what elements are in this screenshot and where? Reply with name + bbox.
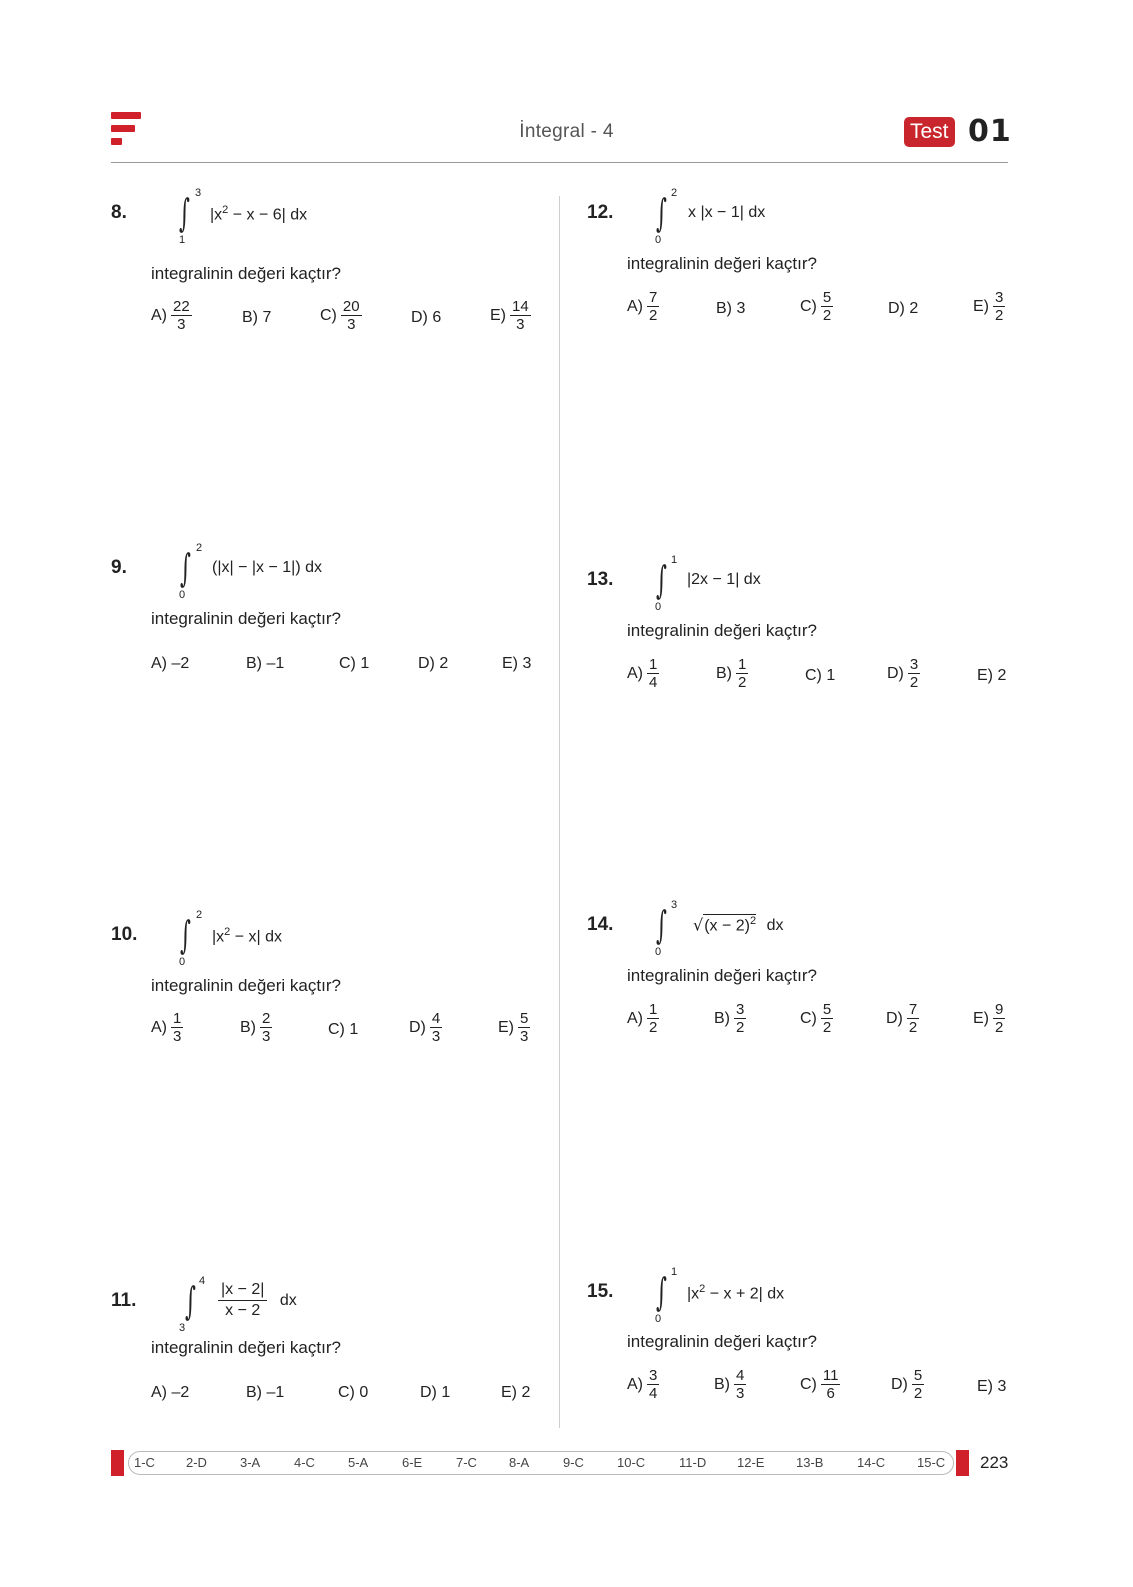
option-a[interactable]: A) –2 bbox=[151, 655, 190, 672]
option-b[interactable]: B) –1 bbox=[246, 1384, 285, 1401]
lower-limit: 0 bbox=[655, 234, 662, 246]
question-8 bbox=[111, 186, 551, 386]
answer-key-item: 8-A bbox=[509, 1455, 530, 1470]
option-e[interactable]: E) $\frac{3}{2}$ bbox=[973, 289, 1004, 324]
question-prompt: integralinin değeri kaçtır? bbox=[627, 621, 817, 640]
question-11 bbox=[111, 1274, 551, 1474]
option-c[interactable]: C) $\frac{11}{6}$ bbox=[800, 1367, 839, 1402]
integral-sign: ∫ bbox=[656, 558, 667, 602]
option-a[interactable]: A) $\frac{1}{4}$ bbox=[627, 656, 658, 691]
integrand: $√(x - 2)^2$ dx bbox=[693, 915, 784, 935]
integral-sign: ∫ bbox=[185, 1279, 196, 1323]
option-b[interactable]: B) $\frac{2}{3}$ bbox=[240, 1010, 271, 1045]
option-d[interactable]: D) $\frac{3}{2}$ bbox=[887, 656, 919, 691]
column-divider bbox=[559, 196, 560, 1428]
integral-sign: ∫ bbox=[656, 903, 667, 947]
lower-limit: 3 bbox=[179, 1322, 186, 1334]
answer-key-item: 5-A bbox=[348, 1455, 369, 1470]
option-d[interactable]: D) $\frac{7}{2}$ bbox=[886, 1001, 918, 1036]
question-prompt: integralinin değeri kaçtır? bbox=[151, 609, 341, 628]
lower-limit: 1 bbox=[179, 234, 186, 246]
answer-key-item: 14-C bbox=[857, 1455, 886, 1470]
test-number: 01 bbox=[968, 114, 1012, 149]
option-c[interactable]: C) $\frac{20}{3}$ bbox=[320, 298, 360, 333]
footer-marker-left bbox=[111, 1450, 124, 1476]
option-c[interactable]: C) 1 bbox=[339, 655, 370, 672]
upper-limit: 3 bbox=[195, 187, 202, 199]
option-a[interactable]: A) $\frac{7}{2}$ bbox=[627, 289, 658, 324]
question-number: 10. bbox=[111, 924, 138, 945]
option-b[interactable]: B) –1 bbox=[246, 655, 285, 672]
option-b[interactable]: B) 7 bbox=[242, 309, 272, 326]
option-a[interactable]: A) –2 bbox=[151, 1384, 190, 1401]
option-c[interactable]: C) 1 bbox=[805, 667, 836, 684]
question-14 bbox=[587, 898, 1027, 1098]
question-prompt: integralinin değeri kaçtır? bbox=[151, 976, 341, 995]
sqrt-icon: √ bbox=[693, 915, 704, 935]
option-e[interactable]: E) 3 bbox=[502, 655, 532, 672]
option-c[interactable]: C) 1 bbox=[328, 1021, 359, 1038]
lower-limit: 0 bbox=[179, 589, 186, 601]
upper-limit: 2 bbox=[196, 542, 203, 554]
upper-limit: 4 bbox=[199, 1275, 206, 1287]
upper-limit: 3 bbox=[671, 899, 678, 911]
question-number: 15. bbox=[587, 1281, 614, 1302]
integral-sign: ∫ bbox=[180, 546, 191, 590]
page-number: 223 bbox=[980, 1453, 1009, 1472]
question-prompt: integralinin değeri kaçtır? bbox=[627, 966, 817, 985]
option-e[interactable]: E) $\frac{9}{2}$ bbox=[973, 1001, 1004, 1036]
answer-key-item: 11-D bbox=[679, 1455, 707, 1470]
answer-key-item: 1-C bbox=[134, 1455, 155, 1470]
integrand: $|x^2 - x|$ dx bbox=[212, 926, 283, 946]
option-c[interactable]: C) 0 bbox=[338, 1384, 369, 1401]
lower-limit: 0 bbox=[655, 601, 662, 613]
option-d[interactable]: D) $\frac{4}{3}$ bbox=[409, 1010, 441, 1045]
option-d[interactable]: D) 2 bbox=[418, 655, 449, 672]
integral-sign: ∫ bbox=[179, 191, 190, 235]
option-d[interactable]: D) 2 bbox=[888, 300, 919, 317]
option-c[interactable]: C) $\frac{5}{2}$ bbox=[800, 1001, 832, 1036]
integrand: |2x − 1| dx bbox=[687, 571, 761, 588]
footer-marker-right bbox=[956, 1450, 969, 1476]
question-prompt: integralinin değeri kaçtır? bbox=[627, 254, 817, 273]
question-number: 13. bbox=[587, 569, 614, 590]
lower-limit: 0 bbox=[655, 1313, 662, 1325]
integrand: x |x − 1| dx bbox=[688, 204, 766, 221]
question-number: 8. bbox=[111, 202, 127, 223]
upper-limit: 2 bbox=[671, 187, 678, 199]
option-d[interactable]: D) $\frac{5}{2}$ bbox=[891, 1367, 923, 1402]
option-a[interactable]: A) $\frac{1}{3}$ bbox=[151, 1010, 182, 1045]
question-prompt: integralinin değeri kaçtır? bbox=[151, 264, 341, 283]
page-title: İntegral - 4 bbox=[519, 121, 614, 142]
question-number: 12. bbox=[587, 202, 614, 223]
lower-limit: 0 bbox=[179, 956, 186, 968]
integrand: (|x| − |x − 1|) dx bbox=[212, 559, 322, 576]
question-number: 11. bbox=[111, 1290, 137, 1311]
question-9 bbox=[111, 541, 551, 741]
option-a[interactable]: A) $\frac{22}{3}$ bbox=[151, 298, 190, 333]
option-a[interactable]: A) $\frac{1}{2}$ bbox=[627, 1001, 658, 1036]
answer-key-item: 7-C bbox=[456, 1455, 477, 1470]
question-10 bbox=[111, 908, 551, 1108]
answer-key-item: 6-E bbox=[402, 1455, 423, 1470]
answer-key-item: 2-D bbox=[186, 1455, 207, 1470]
option-e[interactable]: E) $\frac{5}{3}$ bbox=[498, 1010, 529, 1045]
option-b[interactable]: B) 3 bbox=[716, 300, 746, 317]
answer-key-item: 15-C bbox=[917, 1455, 946, 1470]
option-d[interactable]: D) 6 bbox=[411, 309, 442, 326]
question-number: 9. bbox=[111, 557, 127, 578]
question-13 bbox=[587, 553, 1027, 753]
answer-key-item: 3-A bbox=[240, 1455, 261, 1470]
answer-key-item: 13-B bbox=[796, 1455, 824, 1470]
integrand: $\frac{|x - 2|}{x - 2}$ dx bbox=[218, 1280, 297, 1321]
question-12 bbox=[587, 186, 1027, 386]
question-prompt: integralinin değeri kaçtır? bbox=[151, 1338, 341, 1357]
option-c[interactable]: C) $\frac{5}{2}$ bbox=[800, 289, 832, 324]
integral-sign: ∫ bbox=[656, 1270, 667, 1314]
answer-key-item: 12-E bbox=[737, 1455, 765, 1470]
option-d[interactable]: D) 1 bbox=[420, 1384, 451, 1401]
option-e[interactable]: E) 2 bbox=[977, 667, 1007, 684]
integrand: $|x^2 - x + 2|$ dx bbox=[687, 1283, 785, 1303]
upper-limit: 1 bbox=[671, 554, 678, 566]
option-e[interactable]: E) 2 bbox=[501, 1384, 531, 1401]
option-b[interactable]: B) $\frac{4}{3}$ bbox=[714, 1367, 745, 1402]
lower-limit: 0 bbox=[655, 946, 662, 958]
upper-limit: 2 bbox=[196, 909, 203, 921]
integrand: $|x^2 - x - 6|$ dx bbox=[210, 204, 308, 224]
answer-key-item: 10-C bbox=[617, 1455, 646, 1470]
question-prompt: integralinin değeri kaçtır? bbox=[627, 1332, 817, 1351]
answer-key-item: 4-C bbox=[294, 1455, 315, 1470]
option-e[interactable]: E) $\frac{14}{3}$ bbox=[490, 298, 529, 333]
integral-sign: ∫ bbox=[180, 913, 191, 957]
header-divider bbox=[111, 162, 1008, 163]
option-b[interactable]: B) $\frac{3}{2}$ bbox=[714, 1001, 745, 1036]
answer-key-item: 9-C bbox=[563, 1455, 584, 1470]
option-b[interactable]: B) $\frac{1}{2}$ bbox=[716, 656, 747, 691]
question-15 bbox=[587, 1265, 1027, 1465]
test-badge: Test bbox=[904, 117, 955, 147]
upper-limit: 1 bbox=[671, 1266, 678, 1278]
question-number: 14. bbox=[587, 914, 614, 935]
option-a[interactable]: A) $\frac{3}{4}$ bbox=[627, 1367, 658, 1402]
integral-sign: ∫ bbox=[656, 191, 667, 235]
option-e[interactable]: E) 3 bbox=[977, 1378, 1007, 1395]
